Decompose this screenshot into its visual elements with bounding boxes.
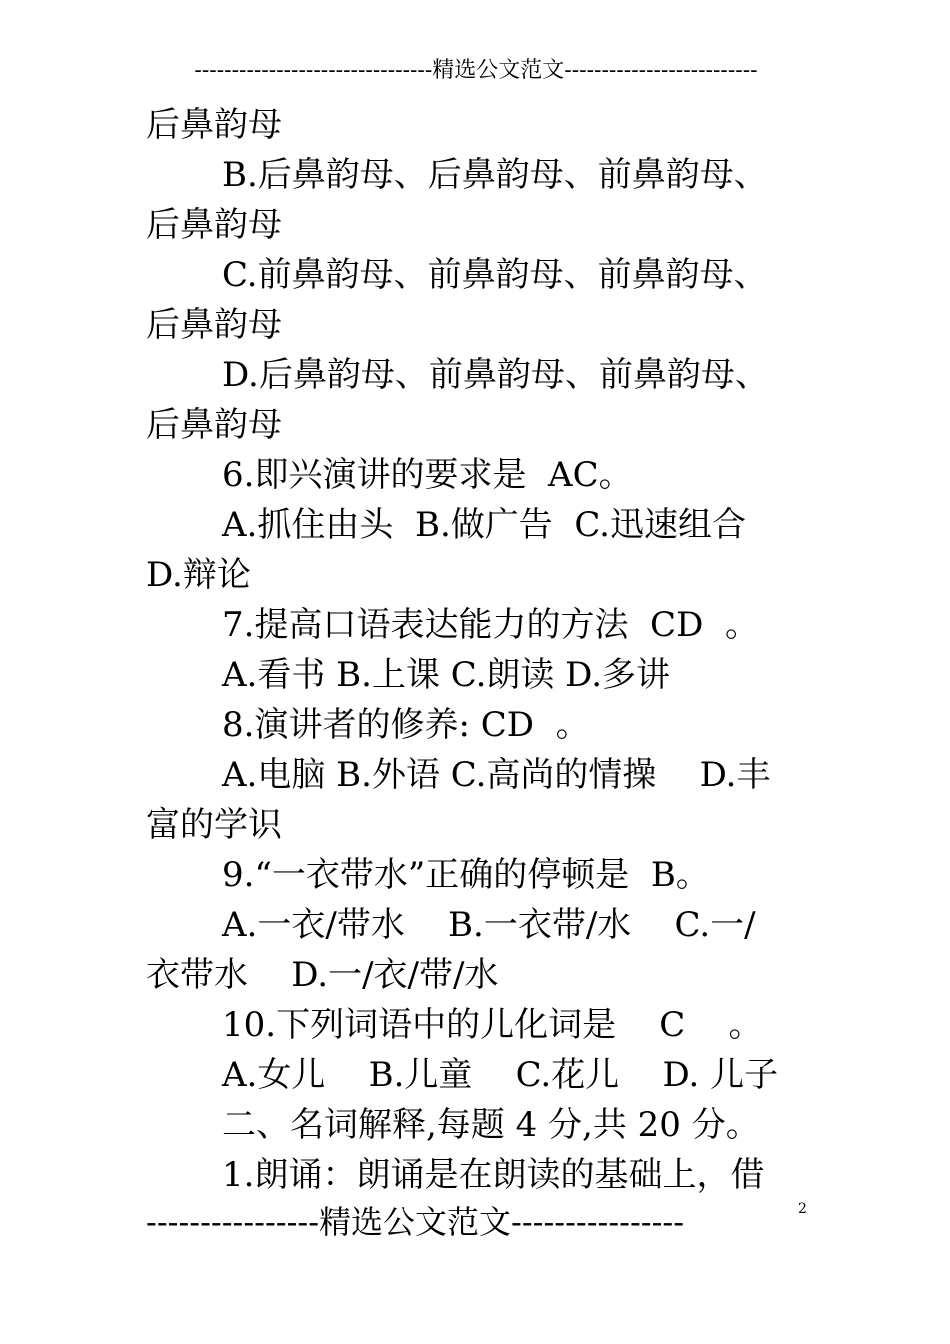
text-line: A.电脑 B.外语 C.高尚的情操 D.丰 [222,755,771,795]
text-line: 1.朗诵：朗诵是在朗读的基础上，借 [222,1155,765,1195]
text-line: A.女儿 B.儿童 C.花儿 D. 儿子 [222,1055,779,1095]
text-line: 后鼻韵母 [146,305,282,345]
text-line: 二、名词解释,每题 4 分,共 20 分。 [222,1105,760,1145]
text-line: A.看书 B.上课 C.朗读 D.多讲 [222,655,671,695]
text-line: C.前鼻韵母、前鼻韵母、前鼻韵母、 [222,255,768,295]
text-line: D.辩论 [146,555,251,595]
text-line: 后鼻韵母 [146,105,282,145]
page-header: --------------------------------精选公文范文-------------------------- [194,58,758,83]
text-line: 9.“一衣带水”正确的停顿是 B。 [222,855,710,895]
text-line: A.抓住由头 B.做广告 C.迅速组合 [222,505,746,545]
text-line: 后鼻韵母 [146,205,282,245]
text-line: D.后鼻韵母、前鼻韵母、前鼻韵母、 [222,355,769,395]
text-line: 衣带水 D.一/衣/带/水 [146,955,499,995]
page-footer: ----------------精选公文范文---------------- [146,1203,685,1241]
text-line: 10.下列词语中的儿化词是 C 。 [222,1005,763,1045]
text-line: 7.提高口语表达能力的方法 CD 。 [222,605,759,645]
document-body [146,100,836,1200]
text-line: 6.即兴演讲的要求是 AC。 [222,455,633,495]
text-line: 后鼻韵母 [146,405,282,445]
text-line: 8.演讲者的修养: CD 。 [222,705,590,745]
text-line: A.一衣/带水 B.一衣带/水 C.一/ [222,905,756,945]
page-number: 2 [798,1201,807,1217]
text-line: B.后鼻韵母、后鼻韵母、前鼻韵母、 [222,155,768,195]
text-line: 富的学识 [146,805,282,845]
